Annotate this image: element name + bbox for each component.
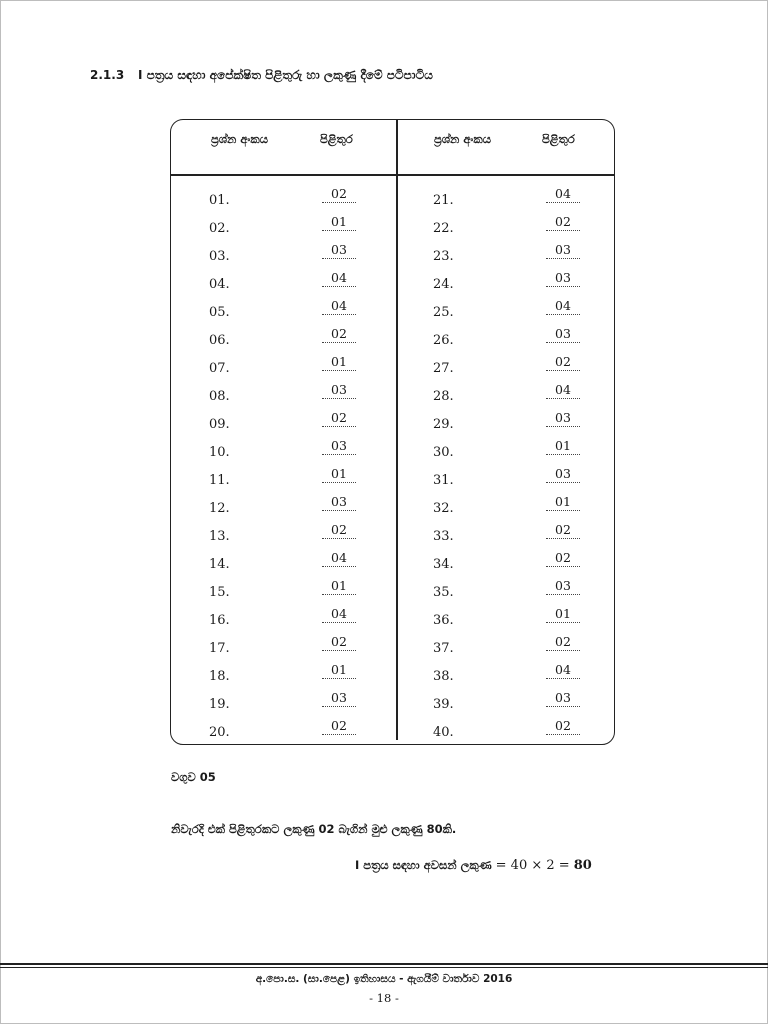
answer-value: 04 <box>546 187 580 203</box>
header-question-right: ප්‍රශ්න අංකය <box>434 132 491 146</box>
question-number: 18. <box>209 669 230 684</box>
table-row <box>171 495 614 523</box>
table-row <box>171 607 614 635</box>
answer-value: 03 <box>322 243 356 259</box>
answer-value: 03 <box>546 243 580 259</box>
footer-rule-thin <box>0 967 768 968</box>
answer-value: 04 <box>322 551 356 567</box>
answer-value: 01 <box>546 495 580 511</box>
answer-value: 01 <box>322 215 356 231</box>
question-number: 28. <box>433 389 454 404</box>
question-number: 40. <box>433 725 454 740</box>
answer-value: 02 <box>322 411 356 427</box>
answer-value: 02 <box>546 551 580 567</box>
question-number: 30. <box>433 445 454 460</box>
question-number: 03. <box>209 249 230 264</box>
question-number: 17. <box>209 641 230 656</box>
question-number: 12. <box>209 501 230 516</box>
marking-note: නිවැරදි එක් පිළිතුරකට ලකුණු 02 බැගින් මුළු ලකුණු 80කි. <box>171 822 457 836</box>
answer-value: 03 <box>322 691 356 707</box>
answer-value: 04 <box>546 663 580 679</box>
question-number: 20. <box>209 725 230 740</box>
question-number: 15. <box>209 585 230 600</box>
table-row <box>171 439 614 467</box>
question-number: 02. <box>209 221 230 236</box>
header-rule <box>171 174 614 176</box>
table-row <box>171 411 614 439</box>
answer-value: 04 <box>322 299 356 315</box>
question-number: 29. <box>433 417 454 432</box>
total-label: I පත්‍රය සඳහා අවසන් ලකුණ <box>355 858 492 872</box>
question-number: 34. <box>433 557 454 572</box>
question-number: 32. <box>433 501 454 516</box>
table-row <box>171 383 614 411</box>
answer-value: 02 <box>546 635 580 651</box>
question-number: 01. <box>209 193 230 208</box>
question-number: 05. <box>209 305 230 320</box>
table-row <box>171 719 614 747</box>
header-question-left: ප්‍රශ්න අංකය <box>211 132 268 146</box>
total-marks-line <box>355 858 592 873</box>
table-row <box>171 243 614 271</box>
answer-value: 01 <box>322 663 356 679</box>
question-number: 10. <box>209 445 230 460</box>
table-row <box>171 579 614 607</box>
total-result: 80 <box>573 858 592 873</box>
question-number: 35. <box>433 585 454 600</box>
table-caption: වගුව 05 <box>171 770 216 784</box>
footer-title: අ.පො.ස. (සා.පෙළ) ඉතිහාසය - ඇගයීම් වාර්තාව 2016 <box>255 973 513 985</box>
answer-value: 03 <box>546 271 580 287</box>
question-number: 26. <box>433 333 454 348</box>
answer-value: 01 <box>322 579 356 595</box>
footer-rule <box>0 963 768 965</box>
question-number: 19. <box>209 697 230 712</box>
table-row <box>171 551 614 579</box>
answer-value: 02 <box>546 355 580 371</box>
question-number: 37. <box>433 641 454 656</box>
question-number: 13. <box>209 529 230 544</box>
question-number: 33. <box>433 529 454 544</box>
answer-table <box>170 119 615 745</box>
question-number: 27. <box>433 361 454 376</box>
answer-value: 02 <box>546 719 580 735</box>
table-row <box>171 467 614 495</box>
question-number: 14. <box>209 557 230 572</box>
answer-value: 01 <box>322 467 356 483</box>
answer-value: 01 <box>546 607 580 623</box>
table-row <box>171 299 614 327</box>
question-number: 16. <box>209 613 230 628</box>
question-number: 06. <box>209 333 230 348</box>
answer-value: 04 <box>322 271 356 287</box>
section-title: I පත්‍රය සඳහා අපේක්ෂිත පිළිතුරු හා ලකුණු දීමේ පටිපාටිය <box>138 68 433 82</box>
answer-value: 04 <box>322 607 356 623</box>
answer-value: 03 <box>546 411 580 427</box>
question-number: 38. <box>433 669 454 684</box>
question-number: 08. <box>209 389 230 404</box>
table-row <box>171 663 614 691</box>
page-number: - 18 - <box>369 991 399 1005</box>
header-answer-right: පිළිතුර <box>542 132 575 146</box>
answer-value: 04 <box>546 299 580 315</box>
answer-value: 03 <box>546 691 580 707</box>
answer-value: 02 <box>322 327 356 343</box>
question-number: 11. <box>209 473 230 488</box>
question-number: 23. <box>433 249 454 264</box>
question-number: 24. <box>433 277 454 292</box>
answer-value: 02 <box>322 635 356 651</box>
answer-value: 03 <box>322 383 356 399</box>
question-number: 07. <box>209 361 230 376</box>
question-number: 09. <box>209 417 230 432</box>
answer-value: 01 <box>546 439 580 455</box>
question-number: 31. <box>433 473 454 488</box>
table-row <box>171 271 614 299</box>
table-row <box>171 215 614 243</box>
answer-value: 02 <box>322 187 356 203</box>
question-number: 36. <box>433 613 454 628</box>
table-row <box>171 187 614 215</box>
answer-value: 04 <box>546 383 580 399</box>
question-number: 21. <box>433 193 454 208</box>
answer-value: 02 <box>546 215 580 231</box>
section-heading <box>90 68 433 83</box>
answer-value: 03 <box>546 327 580 343</box>
section-number: 2.1.3 <box>90 68 125 82</box>
table-row <box>171 327 614 355</box>
question-number: 39. <box>433 697 454 712</box>
answer-value: 02 <box>322 719 356 735</box>
question-number: 22. <box>433 221 454 236</box>
table-row <box>171 691 614 719</box>
question-number: 25. <box>433 305 454 320</box>
answer-value: 03 <box>546 467 580 483</box>
answer-value: 03 <box>546 579 580 595</box>
total-expression: = 40 × 2 = <box>495 858 570 873</box>
question-number: 04. <box>209 277 230 292</box>
answer-value: 03 <box>322 495 356 511</box>
table-row <box>171 355 614 383</box>
answer-value: 01 <box>322 355 356 371</box>
table-row <box>171 523 614 551</box>
header-answer-left: පිළිතුර <box>320 132 353 146</box>
answer-value: 02 <box>322 523 356 539</box>
answer-value: 03 <box>322 439 356 455</box>
answer-value: 02 <box>546 523 580 539</box>
table-row <box>171 635 614 663</box>
